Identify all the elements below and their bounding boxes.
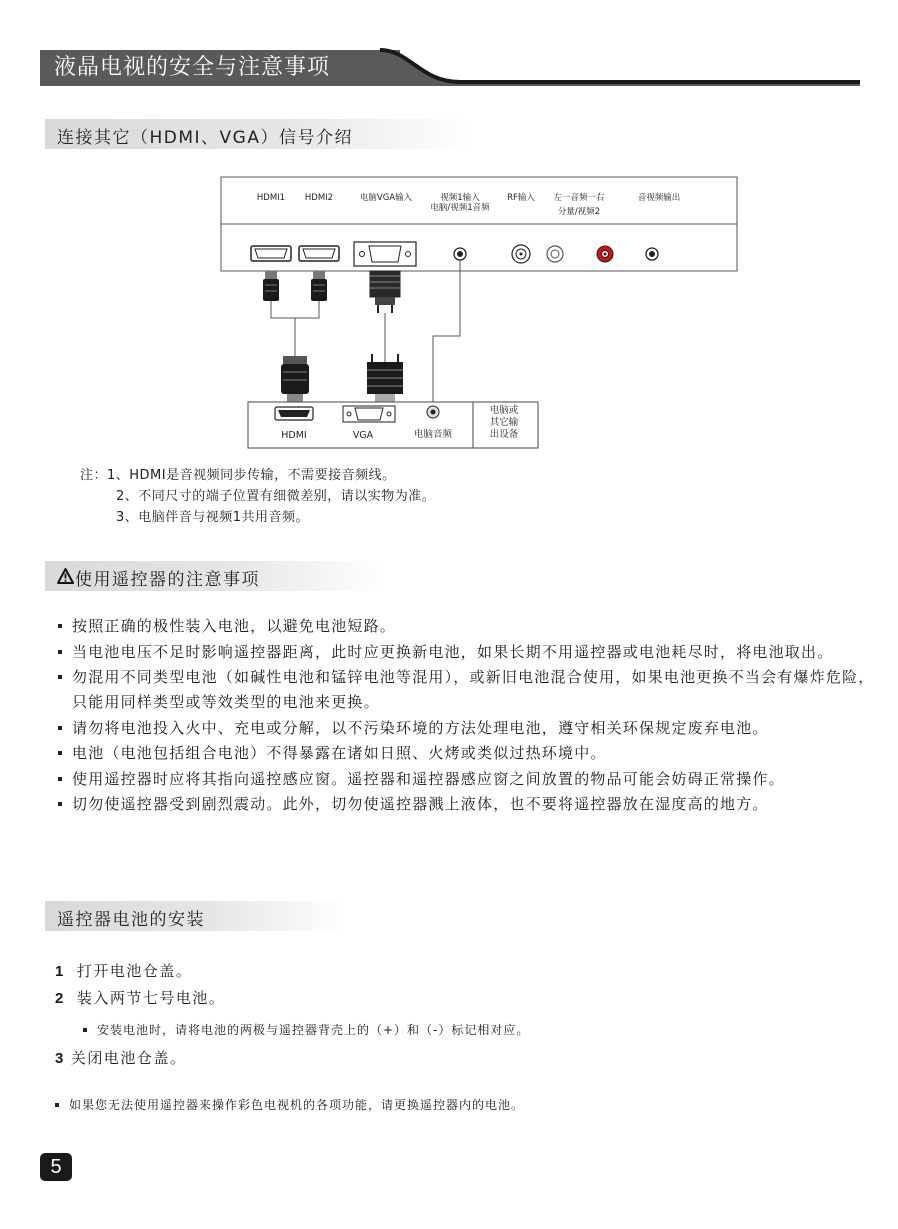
install-step-2 [55,987,225,1010]
remote-note-item: 按照正确的极性装入电池，以避免电池短路。 [58,614,878,639]
final-note: 如果您无法使用遥控器来操作彩色电视机的各项功能，请更换遥控器内的电池。 [55,1095,898,1115]
section-title-connection: 连接其它（HDMI、VGA）信号介绍 [57,128,353,148]
hdmi1-port [251,246,291,261]
section-header-battery [45,901,345,931]
hdmi-plug-2 [311,271,327,301]
audio-right-jack [597,246,613,262]
vga-port [354,242,416,266]
port-label-rf: RF输入 [507,193,535,203]
device-label-pc-audio: 电脑音频 [413,429,453,440]
section-title-remote: 使用遥控器的注意事项 [75,570,260,590]
remote-note-item: 切勿使遥控器受到剧烈震动。此外，切勿使遥控器溅上液体，也不要将遥控器放在湿度高的地方。 [58,792,878,817]
step-number: 1 [55,963,65,980]
section-title-battery: 遥控器电池的安装 [57,910,205,930]
port-label-hdmi1: HDMI1 [256,193,286,203]
header-swoosh [340,46,860,90]
page-number: 5 [40,1153,72,1181]
port-label-audio-lr: 左一音频一右 [553,193,605,203]
port-label-pc-audio: 电脑/视频1音频 [430,203,490,213]
vga-plug-top [370,271,400,313]
install-step-1 [55,960,192,983]
remote-note-item: 请勿将电池投入火中、充电或分解，以不污染环境的方法处理电池，遵守相关环保规定废弃电池。 [58,716,878,741]
device-box-label-1: 电脑或 [489,405,519,416]
remote-note-item: 使用遥控器时应将其指向遥控感应窗。遥控器和遥控器感应窗之间放置的物品可能会妨碍正常操作。 [58,767,878,792]
remote-note-item: 电池（电池包括组合电池）不得暴露在诸如日照、火烤或类似过热环境中。 [58,741,878,766]
note-3: 3、电脑伴音与视频1共用音频。 [116,510,310,525]
step-number: 3 [55,1050,65,1067]
step-number: 2 [55,990,65,1007]
install-sub-note: 安装电池时，请将电池的两极与遥控器背壳上的（+）和（-）标记相对应。 [83,1020,898,1040]
device-label-hdmi: HDMI [281,430,307,441]
remote-notes-list [58,614,878,818]
device-hdmi-port [275,407,313,420]
section-header-connection [45,119,475,149]
hdmi2-port [299,246,339,261]
port-label-video1: 视频1输入 [440,193,480,203]
port-label-hdmi2: HDMI2 [304,193,334,203]
audio-left-jack [547,246,563,262]
install-step-3 [55,1047,186,1070]
warning-icon [57,568,74,584]
connection-diagram [220,176,740,451]
port-label-vga: 电脑VGA输入 [359,193,413,203]
device-box-label-2: 其它输 [489,417,519,428]
page-title: 液晶电视的安全与注意事项 [54,55,331,80]
device-box-label-3: 出设备 [489,429,519,440]
note-1: 注：1、HDMI是音视频同步传输，不需要接音频线。 [80,468,396,483]
step-text: 打开电池仓盖。 [76,962,193,980]
device-vga-port [343,406,395,422]
hdmi-plug-1 [263,271,279,301]
port-label-component: 分量/视频2 [557,207,601,217]
device-label-vga: VGA [352,430,374,441]
step-text: 装入两节七号电池。 [76,989,226,1007]
step-text: 关闭电池仓盖。 [70,1049,187,1067]
remote-note-item: 勿混用不同类型电池（如碱性电池和锰锌电池等混用），或新旧电池混合使用，如果电池更换不当会有爆炸危险，只能用同样类型或等效类型的电池来更换。 [58,665,878,715]
section-header-remote [45,561,385,591]
hdmi-plug-device [281,356,309,402]
remote-note-item: 当电池电压不足时影响遥控器距离，此时应更换新电池，如果长期不用遥控器或电池耗尽时，将电池取出。 [58,640,878,665]
port-label-av-out: 音视频输出 [637,193,681,203]
rf-port [512,245,530,263]
note-2: 2、不同尺寸的端子位置有细微差别，请以实物为准。 [116,489,436,504]
